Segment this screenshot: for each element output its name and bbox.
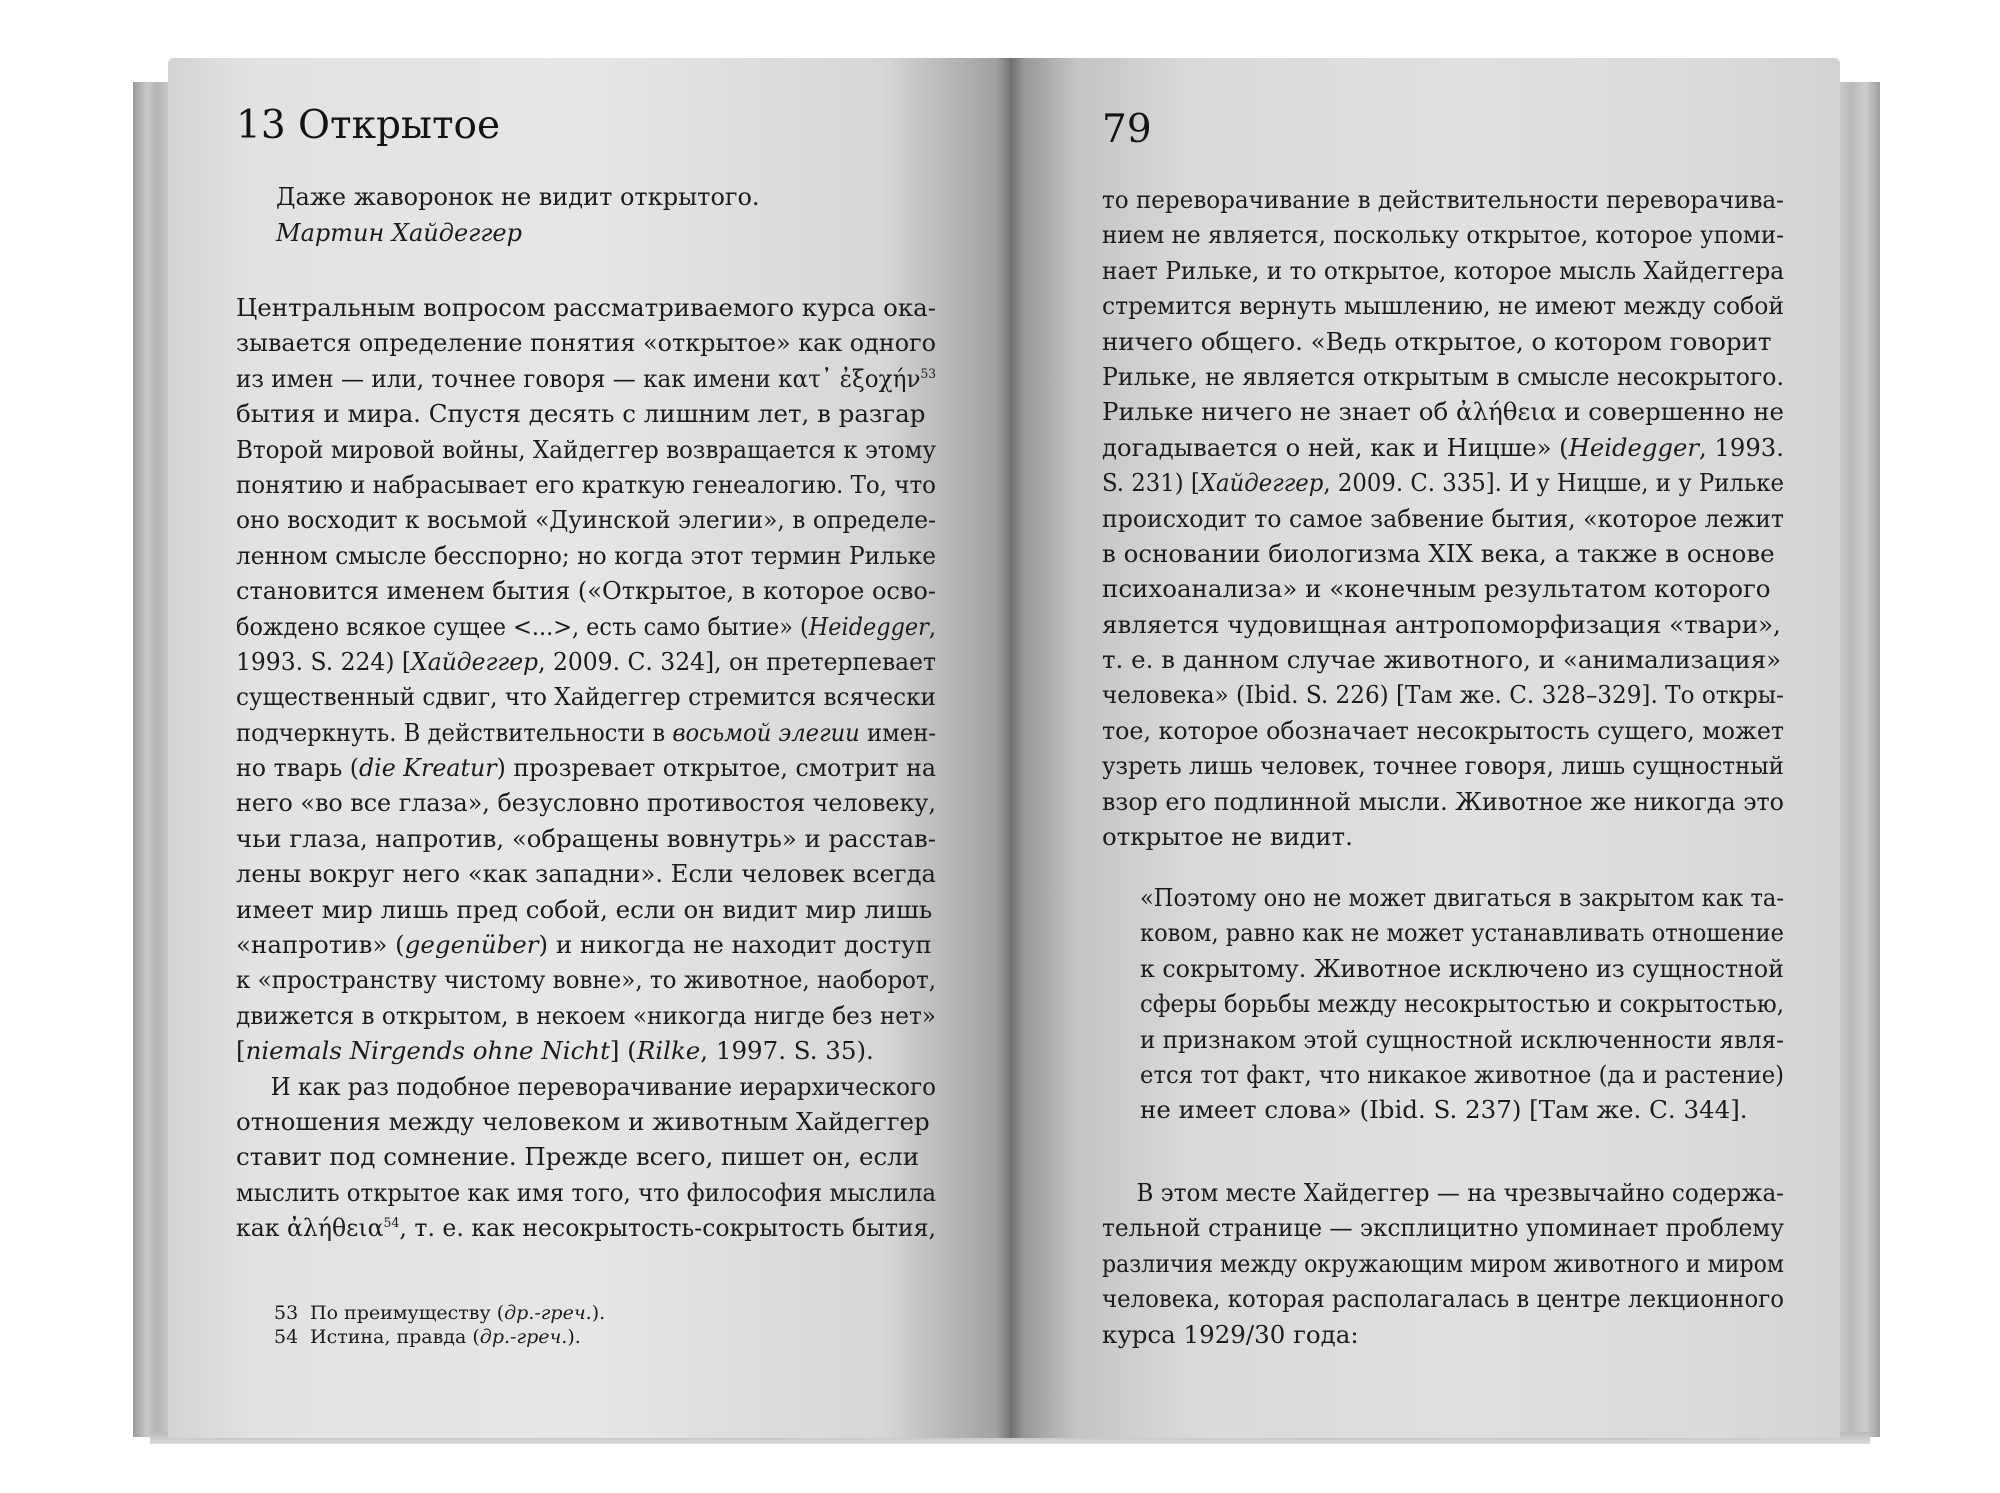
text-line: то переворачивание в действительности переворачива- (1102, 185, 1784, 214)
italic-text: Rilke (636, 1036, 701, 1066)
italic-text: gegenüber (404, 930, 539, 960)
text-line: «напротив» (gegenüber) и никогда не находит доступ (236, 930, 932, 960)
text-line: ставит под сомнение. Прежде всего, пишет он, если (236, 1142, 920, 1172)
italic-text: niemals Nirgends ohne Nicht (245, 1036, 610, 1066)
footnote-ref: 53 (920, 366, 937, 382)
right-body-text-continued (1102, 1175, 1840, 1352)
text-line: существенный сдвиг, что Хайдеггер стремится всячески (236, 682, 936, 712)
text-line: ется тот факт, что никакое животное (да и растение) (1140, 1059, 1785, 1089)
text-line: чьи глаза, напротив, «обращены вовнутрь» и расстав- (236, 823, 936, 853)
text-line: стремится вернуть мышлению, не имеют между собой (1102, 291, 1785, 321)
text-line: открытое не видит. (1102, 822, 1353, 852)
italic-text: др.-греч. (504, 1302, 592, 1324)
text-line: оно восходит к восьмой «Дуинской элегии», в определе- (236, 505, 936, 535)
chapter-heading: 13 Открытое (236, 103, 501, 148)
text-line: имеет мир лишь пред собой, если он видит мир лишь (236, 894, 933, 924)
text-line: «Поэтому оно не может двигаться в закрытом как та- (1140, 883, 1784, 912)
italic-text: Heidegger (808, 611, 929, 641)
text-line: отношения между человеком и животным Хайдеггер (236, 1106, 930, 1136)
italic-text: др.-греч. (479, 1326, 568, 1348)
text-line: ленном смысле бесспорно; но когда этот термин Рильке (236, 540, 936, 570)
text-line: различия между окружающим миром животного и миром (1102, 1248, 1785, 1278)
text-line: человека» (Ibid. S. 226) [Там же. С. 328–329]. То откры- (1102, 680, 1785, 710)
text-line: зывается определение понятия «открытое» как одного (236, 328, 936, 358)
text-line: И как раз подобное переворачивание иерархического (236, 1071, 937, 1101)
italic-text: Heidegger (1568, 432, 1699, 462)
text-line: мыслить открытое как имя того, что философия мыслила (236, 1177, 937, 1207)
text-line: ничего общего. «Ведь открытое, о котором говорит (1102, 326, 1772, 356)
text-line: происходит то самое забвение бытия, «которое лежит (1102, 503, 1784, 533)
text-line: человека, которая располагалась в центре лекционного (1102, 1284, 1784, 1314)
footnotes (274, 1301, 605, 1349)
left-body-text (236, 290, 1003, 1246)
text-line: становится именем бытия («Открытое, в которое осво- (236, 576, 937, 606)
text-line: движется в открытом, в некоем «никогда нигде без нет» (236, 1000, 936, 1030)
text-line: Рильке ничего не знает об ἀλήθεια и совершенно не (1102, 397, 1785, 427)
footnote-number: 53 (274, 1302, 299, 1324)
epigraph-quote: Даже жаворонок не видит открытого. (276, 183, 760, 211)
block-quote (1140, 880, 1840, 1128)
italic-text: Хайдеггер (1199, 468, 1324, 498)
text-line: курса 1929/30 года: (1102, 1319, 1359, 1349)
footnote-number: 54 (274, 1326, 299, 1348)
page-number: 79 (1102, 107, 1152, 152)
text-line: тое, которое обозначает несокрытость сущего, может (1102, 715, 1785, 745)
footnote: 54 Истина, правда (др.-греч.). (274, 1326, 581, 1348)
text-line: является чудовищная антропоморфизация «твари», (1102, 609, 1781, 639)
text-line: т. е. в данном случае животного, и «анимализация» (1102, 645, 1782, 675)
text-line: не имеет слова» (Ibid. S. 237) [Там же. С. 344]. (1140, 1095, 1748, 1125)
italic-text: восьмой элегии (672, 717, 860, 747)
text-line: но тварь (die Kreatur) прозревает открытое, смотрит на (236, 753, 937, 783)
left-page-stack (133, 82, 173, 1437)
text-line: нает Рильке, и то открытое, которое мысль Хайдеггера (1102, 255, 1785, 285)
text-line: нием не является, поскольку открытое, которое упоми- (1102, 220, 1785, 250)
text-line: психоанализа» и «конечным результатом которого (1102, 574, 1771, 604)
text-line: сферы борьбы между несокрытостью и сокрытостью, (1140, 989, 1784, 1019)
text-line: Второй мировой войны, Хайдеггер возвращается к этому (236, 434, 937, 464)
right-page (1010, 58, 1840, 1438)
left-page (168, 58, 1010, 1438)
text-line: лены вокруг него «как западни». Если человек всегда (236, 859, 936, 889)
text-line: бождено всякое сущее <...>, есть само бытие» (Heidegger, (236, 611, 936, 641)
footnote-ref: 54 (383, 1216, 400, 1232)
text-line: S. 231) [Хайдеггер, 2009. С. 335]. И у Ницше, и у Рильке (1102, 468, 1785, 498)
text-line: подчеркнуть. В действительности в восьмой элегии имен- (236, 717, 936, 747)
text-line: бытия и мира. Спустя десять с лишним лет, в разгар (236, 399, 926, 429)
text-line: него «во все глаза», безусловно противостоя человеку, (236, 788, 937, 818)
text-line: В этом месте Хайдеггер — на чрезвычайно содержа- (1102, 1178, 1784, 1207)
text-line: к сокрытому. Животное исключено из сущностной (1140, 953, 1784, 983)
text-line: в основании биологизма XIX века, а также в основе (1102, 538, 1775, 568)
italic-text: die Kreatur (359, 753, 497, 783)
text-line: [niemals Nirgends ohne Nicht] (Rilke, 1997. S. 35). (236, 1036, 874, 1066)
text-line: из имен — или, точнее говоря — как имени κατ᾽ ἐξοχήν$^{53}$ (236, 363, 937, 393)
text-line: как ἀλήθεια$^{54}$, т. е. как несокрытость-сокрытость бытия, (236, 1213, 936, 1243)
footnote: 53 По преимуществу (др.-греч.). (274, 1302, 606, 1324)
text-line: догадывается о ней, как и Ницше» (Heidegger, 1993. (1102, 432, 1784, 462)
text-line: к «пространству чистому вовне», то животное, наоборот, (236, 965, 937, 995)
text-line: понятию и набрасывает его краткую генеалогию. То, что (236, 469, 937, 499)
text-line: взор его подлинной мысли. Животное же никогда это (1102, 786, 1784, 816)
epigraph-author: Мартин Хайдеггер (276, 219, 522, 247)
text-line: ковом, равно как не может устанавливать отношение (1140, 918, 1784, 948)
text-line: узреть лишь человек, точнее говоря, лишь сущностный (1102, 751, 1785, 781)
text-line: Центральным вопросом рассматриваемого курса ока- (236, 293, 937, 322)
epigraph (276, 179, 760, 251)
right-body-text (1102, 182, 1835, 854)
book-gutter (996, 58, 1024, 1438)
italic-text: Хайдеггер (411, 646, 539, 676)
text-line: 1993. S. 224) [Хайдеггер, 2009. С. 324], он претерпевает (236, 646, 936, 676)
text-line: Рильке, не является открытым в смысле несокрытого. (1102, 361, 1784, 391)
text-line: тельной странице — эксплицитно упоминает проблему (1102, 1213, 1784, 1243)
text-line: и признаком этой сущностной исключенности явля- (1140, 1024, 1784, 1054)
